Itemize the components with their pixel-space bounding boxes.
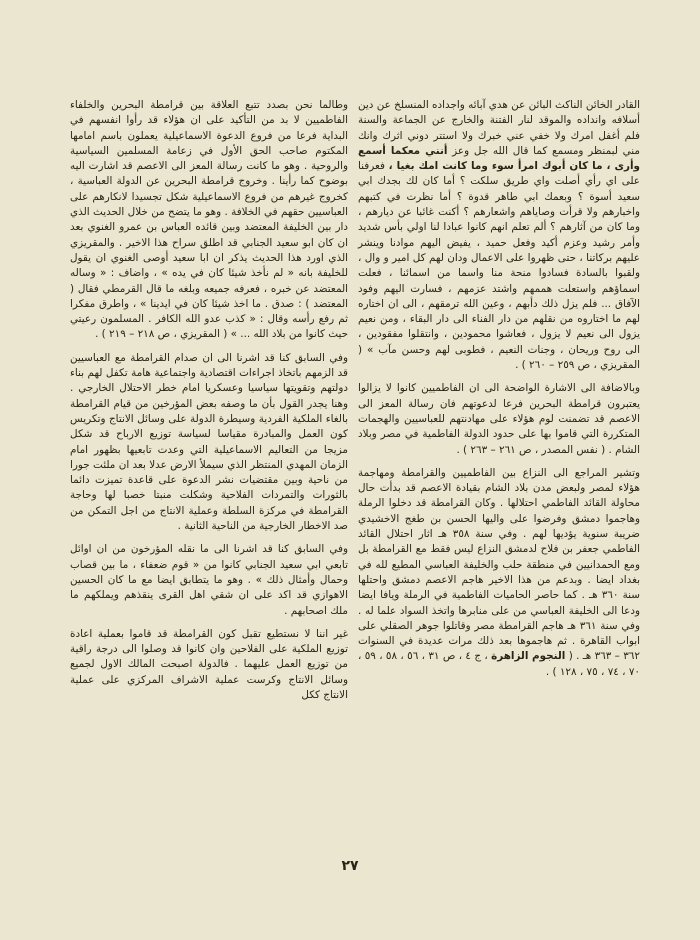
- page-number: ٢٧: [341, 858, 359, 874]
- right-column: [358, 98, 640, 688]
- right-p3-text-c: ، ج ٤ ، ص ٣١ ، ٥٦ ، ٥٨ ، ٥٩ ، ٧٠ ، ٧٤ ، ٧٥ ، ١٢٨ ) .: [358, 650, 640, 678]
- right-paragraph-3: [358, 466, 640, 680]
- left-column: [70, 98, 348, 711]
- left-paragraph-3: وفي السابق كنا قد اشرنا الى ما نقله المؤرخون من ان اوائل تابعي ابي سعيد الجنابي كانوا من « قوم ضعفاء ، ما بين قصاب وحمال وأمثال ذلك » . وهو ما يتطابق ايضا مع ما كان الحسين الاهوازي قد اكد على ان شقي اهل القرى ينقذهم ويملكهم ما ملك اصحابهم .: [70, 543, 348, 617]
- right-paragraph-2: وبالاضافة الى الاشارة الواضحة الى ان الفاطميين كانوا لا يزالوا يعتبرون قرامطة البحرين فرعا لدعوتهم فان رسالة المعز الى الاعصم قد تضمنت لوم هؤلاء على مهادنتهم للعباسيين والهجمات المتكررة التي قاموا بها على حدود الدولة الفاطمية في مصر وبلاد الشام . ( نفس المصدر ، ص ٢٦١ – ٢٦٣ ) .: [358, 382, 640, 456]
- right-p3-text-a: وتشير المراجع الى النزاع بين الفاطميين والقرامطة ومهاجمة هؤلاء لمصر ولبعض مدن بلاد الشام بقيادة الاعصم قد بدأت حال محاولة القائد الفاطمي احتلالها . وكان القرامطة قد دخلوا الرملة وهاجموا دمشق وفرضوا على واليها الحسن بن طغج الاخشيدي ضريبة سنوية يؤديها لهم . وفي سنة ٣٥٨ هـ اثار احتلال القائد الفاطمي جعفر بن فلاح لدمشق النزاع ليس فقط مع القرامطة بل ومع الحمدانيين في منطقة حلب والخليفة العباسي المطيع لله في بغداد ايضا . وبدعم من هذا الاخير هاجم الاعصم دمشق واحتلها سنة ٣٦٠ هـ . كما حاصر الحاميات الفاطمية في الرملة ويافا ايضا ودعا الى الخليفة العباسي من على منابرها واتخذ السواد علما له . وفي سنة ٣٦١ هـ هاجم القرامطة مصر وقاتلوا جوهر الصقلي على ابواب القاهرة . ثم هاجموها بعد ذلك مرات عديدة في السنوات ٣٦٢ – ٣٦٣ هـ . (: [358, 466, 640, 663]
- right-p1-quran-quote: أنني معكما أسمع وأرى ، ما كان أبوك امرأ سوء وما كانت امك بغيا ،: [358, 144, 640, 173]
- left-paragraph-1: وطالما نحن بصدد تتبع العلاقة بين قرامطة البحرين والخلفاء الفاطميين لا بد من التأكيد على ان هؤلاء قد رأوا انفسهم في البداية فرعا من فروع الدعوة الاسماعيلية يعملون باسم امامها المكتوم صاحب الحق الأول في زعامة المسلمين السياسية والروحية . وهو ما كانت رسالة المعز الى الاعصم قد اشارت اليه بوضوح كما رأينا . وخروج قرامطة البحرين عن الدولة العباسية ، كخروج غيرهم من فروع الاسماعيلية شكل تجسيدا لانكارهم على العباسيين حقهم في الخلافة . وهو ما يتضح من خلال الحديث الذي دار بين الخليفة المعتضد وبين قائده العباس بن عمرو الغنوي بعد ان كان ابو سعيد الجنابي قد اطلق سراح هذا الاخير . والمقريزي الذي اورد هذا الحديث يذكر ان ابا سعيد أوصى الغنوي ان يقول للخليفة بانه « لم نأخذ شيئا كان في يده » ، واضاف : « وساله المعتضد عن خبره ، فعرفه جميعه وبلغه ما قال القرمطي فقال ( المعتضد ) : صدق . ما اخذ شيئا كان في ايدينا » ، واطرق مفكرا ثم رفع رأسه وقال : « كذب عدو الله الكافر . المسلمون رعيتي حيث كانوا من بلاد الله ... » ( المقريزي ، ص ٢١٨ – ٢١٩ ) .: [70, 99, 348, 341]
- left-paragraph-4: غير اننا لا نستطيع تقبل كون القرامطة قد قاموا بعملية اعادة توزيع الملكية على الفلاحين وان كانوا قد وصلوا الى درجة راقية من توزيع العمل عليهما . فالدولة اصبحت المالك الاول لجميع وسائل الانتاج وكرست عملية الاشراف المركزي على عملية الانتاج ككل: [70, 627, 348, 701]
- right-p3-source-title: النجوم الزاهرة: [491, 650, 566, 663]
- right-p1-text-a: القادر الخائن الناكث البائن عن هدي آبائه واجداده المنسلخ عن دين أسلافه وانداده والموقد لنار الفتنة والخارج عن الجماعة والسنة فلم أغفل امرك ولا خفي عني خبرك ولا استتر دوني اثرك وانك مني لبمنظر ومسمع كما قال الله جل وعز: [357, 99, 640, 157]
- left-paragraph-2: وفي السابق كنا قد اشرنا الى ان صدام القرامطة مع العباسيين قد الزمهم باتخاذ اجراءات اقتصادية واجتماعية هامة تكفل لهم بناء دولتهم وتقويتها سياسيا وعسكريا امام خطر الاحتلال الخارجي . وهنا يجدر القول بأن ما وصفه بعض المؤرخين من قيام القرامطة بالغاء الملكية الفردية وسيطرة الدولة على وسائل الانتاج وتكريس كون العمل والمبادرة مقياسا لسياسة توزيع الارباح قد شكل مزيجا من التعاليم الاسماعيلية التي وعدت تابعيها بظهور امام الزمان المهدي المنتظر الذي سيملأ الارض عدلا بعد ان ملئت جورا من ناحية وبين مقتضيات نشر الدعوة على قاعدة تميزت دائما بالثورات والتمردات الفلاحية وشكلت منبتا خصبا لها وحاجة القرامطة في مركزة السلطة وعملية الانتاج من اجل التمكن من صد الاخطار الخارجية من الناحية الثانية .: [70, 351, 348, 533]
- right-p1-text-c: فعرفنا على اي رأي أصلت واي طريق سلكت ؟ أما كان لك بجدك ابي سعيد أسوة ؟ وبعمك ابي طاهر قدوة ؟ أما نظرت في كتبهم واخبارهم ولا قرأت وصاياهم واشعارهم ؟ أكنت غائبا عن ديارهم ، وما كان من آثارهم ؟ ألم تعلم انهم كانوا عبادا لنا اولي بأس شديد وأمر رشيد وعزم أكيد وفعل حميد ، يفيض اليهم موادنا وينشر عليهم بركاتنا ، حتى ظهروا على الاعمال ودان لهم كل امير و وال ، ولقبوا بالسادة فسادوا منحة منا واسما من اسمائنا ، فعلت اسماؤهم واستعلت هممهم واشتد عزمهم ، فسارت اليهم وفود الآفاق ... فلم يزل ذلك دأبهم ، وعين الله ترمقهم ، الى ان اختاره لهم ما اختاروه من نقلهم من دار الفناء الى دار البقاء ، ومن نعيم يزول الى نعيم لا يزول ، فعاشوا محمودين ، وانتقلوا مفقودين ، الى روح وريحان ، وجنات النعيم ، فطوبى لهم وحسن مآب » ( المقريزي ، ص ٢٥٩ – ٢٦٠ ) .: [358, 160, 640, 372]
- right-paragraph-1: [358, 98, 640, 373]
